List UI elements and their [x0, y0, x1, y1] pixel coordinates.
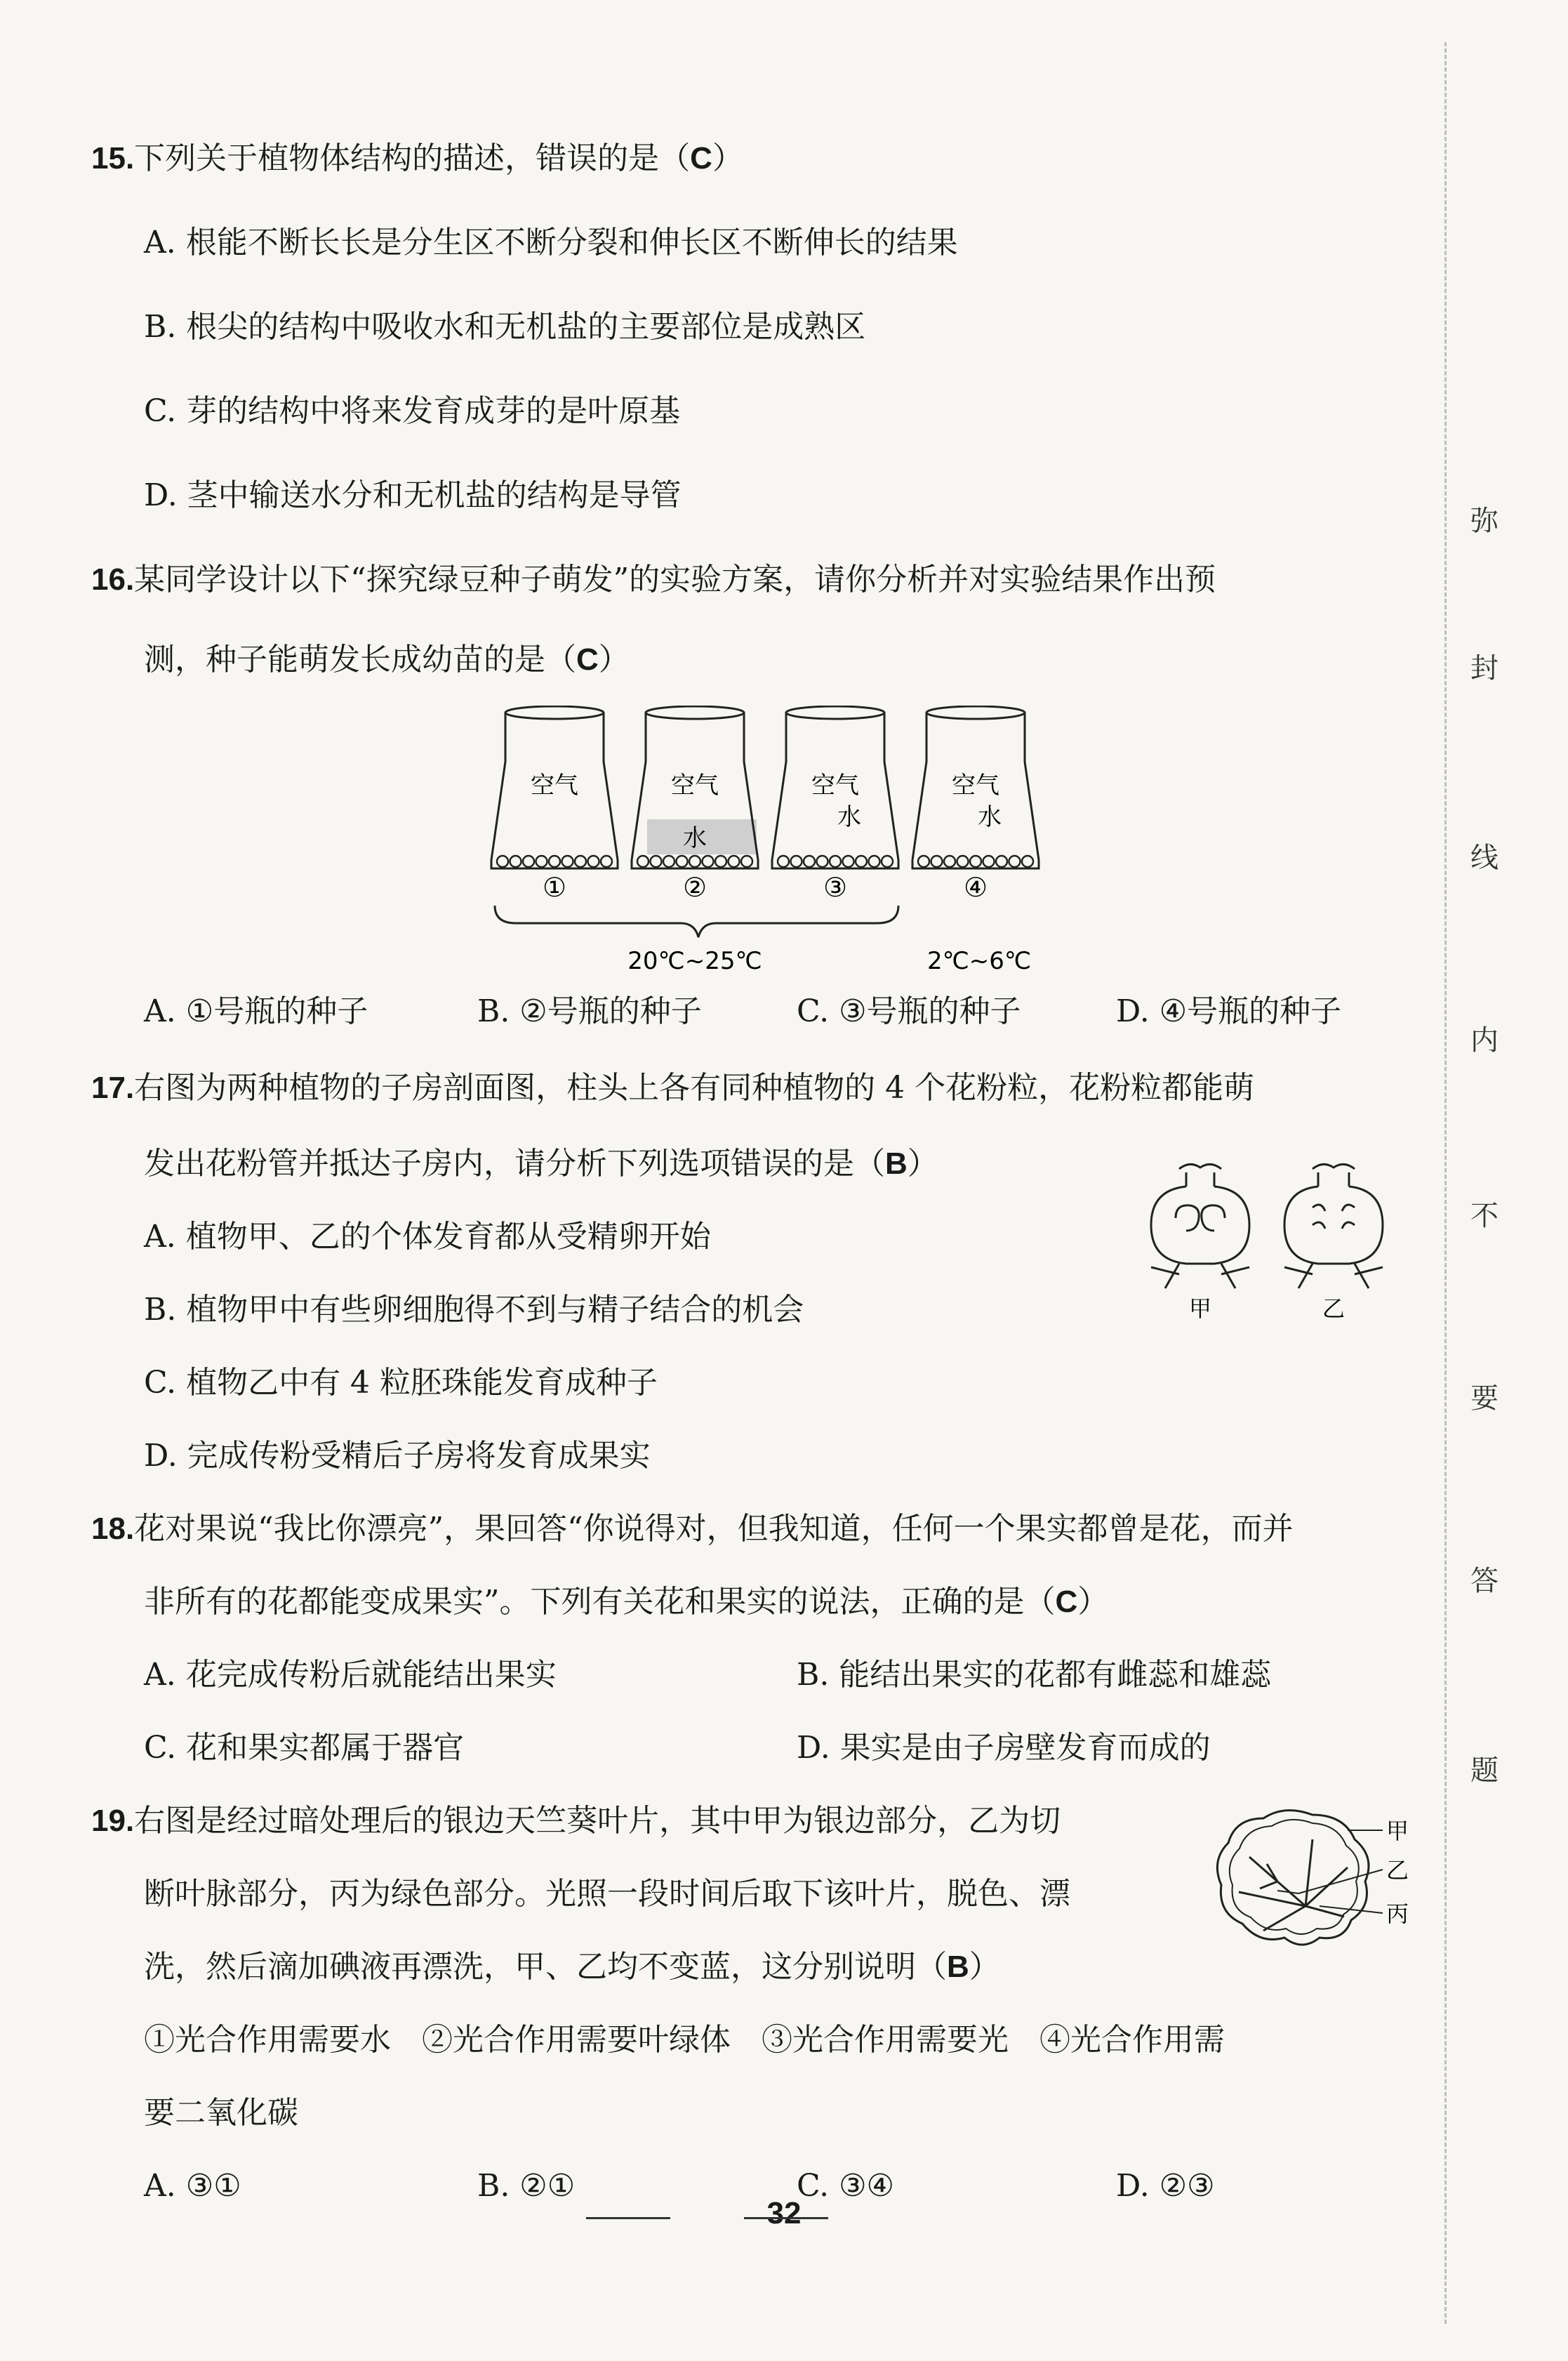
q16-stem-text1: 某同学设计以下“探究绿豆种子萌发”的实验方案，请你分析并对实验结果作出预: [134, 562, 1216, 597]
leaf-drawing: [1217, 1811, 1369, 1945]
q19-option-d: D. ②③: [1116, 2168, 1215, 2204]
q15-option-d: D. 茎中输送水分和无机盐的结构是导管: [144, 477, 682, 513]
q18-stem-line1: [91, 1508, 1294, 1550]
q15-stem-text: 下列关于植物体结构的描述，错误的是（: [134, 140, 691, 176]
q19-option-a: A. ③①: [144, 2168, 241, 2204]
seed: [817, 856, 828, 867]
seed: [778, 856, 789, 867]
q18-option-a: A. 花完成传粉后就能结出果实: [144, 1657, 557, 1693]
q15-option-b: B. 根尖的结构中吸收水和无机盐的主要部位是成熟区: [144, 309, 866, 345]
seed: [869, 856, 880, 867]
q17-option-c: C. 植物乙中有 4 粒胚珠能发育成种子: [144, 1365, 658, 1401]
seed: [549, 856, 560, 867]
q17-option-d: D. 完成传粉受精后子房将发育成果实: [144, 1438, 651, 1474]
seed: [575, 856, 586, 867]
flask-3-water-label: 水: [837, 803, 861, 831]
seed: [931, 856, 943, 867]
seed: [983, 856, 995, 867]
q19-statements-line2: 要二氧化碳: [144, 2095, 298, 2131]
q16-stem-text2: 测，种子能萌发长成幼苗的是（: [144, 642, 576, 677]
q17-stem-line1: [91, 1067, 1254, 1109]
q19-stem-text1: 右图是经过暗处理后的银边天竺葵叶片，其中甲为银边部分，乙为切: [134, 1803, 1061, 1839]
seal-char-5: 不: [1470, 1200, 1499, 1232]
q15-close: ）: [712, 140, 743, 176]
q17-number: 17.: [91, 1071, 135, 1105]
q17-option-a: A. 植物甲、乙的个体发育都从受精卵开始: [144, 1219, 711, 1255]
q19-stem-line3: [144, 1946, 1000, 1988]
seed: [1009, 856, 1021, 867]
q19-number: 19.: [91, 1804, 135, 1838]
seed: [957, 856, 969, 867]
q18-number: 18.: [91, 1512, 135, 1546]
q18-option-b: B. 能结出果实的花都有雌蕊和雄蕊: [797, 1657, 1272, 1693]
temperature-brace: [495, 906, 898, 937]
seed: [536, 856, 547, 867]
q19-answer: B: [947, 1950, 969, 1984]
ovary-label-yi: 乙: [1322, 1295, 1346, 1322]
q16-stem-line2: [144, 639, 630, 681]
q18-close: ）: [1077, 1584, 1109, 1620]
seed: [944, 856, 955, 867]
seed: [918, 856, 929, 867]
seed: [510, 856, 521, 867]
seal-char-3: 线: [1470, 842, 1499, 874]
q19-option-b: B. ②①: [477, 2168, 576, 2204]
seed: [729, 856, 740, 867]
flask-2-water-label: 水: [683, 824, 707, 852]
q15-number: 15.: [91, 141, 135, 176]
q19-stem-line2: [144, 1873, 1070, 1915]
seed: [970, 856, 981, 867]
flask-4-water-label: 水: [978, 803, 1002, 831]
seed: [856, 856, 867, 867]
flask-4-air-label: 空气: [952, 772, 999, 800]
seed: [523, 856, 534, 867]
seed: [637, 856, 649, 867]
seed: [677, 856, 688, 867]
seal-char-6: 要: [1470, 1382, 1499, 1415]
q15-option-a: A. 根能不断长长是分生区不断分裂和伸长区不断伸长的结果: [144, 225, 958, 260]
q18-stem-text1: 花对果说“我比你漂亮”，果回答“你说得对，但我知道，任何一个果实都曾是花，而并: [134, 1511, 1294, 1547]
seed: [791, 856, 802, 867]
seal-char-4: 内: [1470, 1024, 1499, 1057]
seed: [651, 856, 662, 867]
seed: [882, 856, 893, 867]
q16-option-b: B. ②号瓶的种子: [477, 993, 702, 1029]
seed: [843, 856, 854, 867]
q19-close: ）: [969, 1949, 1000, 1985]
seed: [703, 856, 714, 867]
seed: [741, 856, 752, 867]
footer-rule-right: [744, 2217, 828, 2219]
seal-dashed-line: [1444, 42, 1447, 2324]
leaf-label-yi: 乙: [1386, 1857, 1409, 1884]
seal-char-1: 弥: [1470, 505, 1499, 537]
seed: [689, 856, 700, 867]
leaf-label-jia: 甲: [1386, 1818, 1409, 1844]
q16-option-a: A. ①号瓶的种子: [144, 993, 368, 1029]
q16-stem-line1: [91, 559, 1216, 601]
q18-answer: C: [1055, 1585, 1078, 1619]
q16-flask-figure: [484, 706, 1046, 986]
flask-1-number: ①: [542, 872, 567, 903]
flask-3-air-label: 空气: [811, 772, 859, 800]
ovary-jia-drawing: [1151, 1164, 1249, 1288]
seed: [996, 856, 1007, 867]
seal-char-8: 题: [1470, 1754, 1499, 1787]
q15-answer: C: [690, 141, 712, 176]
seed: [588, 856, 599, 867]
seed: [715, 856, 726, 867]
flask-1-air-label: 空气: [531, 772, 578, 800]
flask-3-number: ③: [823, 872, 848, 903]
ovary-yi-drawing: [1284, 1164, 1383, 1288]
ovary-label-jia: 甲: [1188, 1295, 1212, 1322]
q18-option-c: C. 花和果实都属于器官: [144, 1730, 465, 1766]
seal-char-2: 封: [1470, 652, 1499, 685]
q19-statements-line1: ①光合作用需要水 ②光合作用需要叶绿体 ③光合作用需要光 ④光合作用需: [144, 2022, 1225, 2058]
q17-option-b: B. 植物甲中有些卵细胞得不到与精子结合的机会: [144, 1292, 804, 1328]
seed: [601, 856, 612, 867]
q19-stem-text3: 洗，然后滴加碘液再漂洗，甲、乙均不变蓝，这分别说明（: [144, 1949, 947, 1985]
page-number: 32: [766, 2196, 802, 2230]
flask-2-air-label: 空气: [671, 772, 719, 800]
q19-leaf-figure: [1207, 1801, 1418, 1962]
q19-stem-text2: 断叶脉部分，丙为绿色部分。光照一段时间后取下该叶片，脱色、漂: [144, 1876, 1070, 1912]
temp-single-label: 2℃~6℃: [926, 947, 1032, 975]
q17-close: ）: [907, 1146, 938, 1182]
q17-stem-text1: 右图为两种植物的子房剖面图，柱头上各有同种植物的 4 个花粉粒，花粉粒都能萌: [134, 1070, 1255, 1106]
q15-option-c: C. 芽的结构中将来发育成芽的是叶原基: [144, 393, 681, 429]
seed: [663, 856, 675, 867]
temp-group-label: 20℃~25℃: [627, 947, 762, 975]
seed: [497, 856, 508, 867]
q15-stem: [91, 138, 743, 180]
seal-char-7: 答: [1470, 1565, 1499, 1597]
q18-stem-text2: 非所有的花都能变成果实”。下列有关花和果实的说法，正确的是（: [144, 1584, 1056, 1620]
flask-2-number: ②: [682, 872, 707, 903]
flask-4-number: ④: [963, 872, 988, 903]
q19-option-c: C. ③④: [797, 2168, 894, 2204]
seed-rows: [497, 856, 1033, 867]
q16-answer: C: [576, 642, 599, 677]
leaf-label-bing: 丙: [1386, 1900, 1409, 1927]
q16-number: 16.: [91, 562, 135, 597]
seed: [830, 856, 841, 867]
q17-stem-line2: [144, 1143, 938, 1185]
q19-stem-line1: [91, 1800, 1061, 1842]
q16-close: ）: [598, 642, 630, 677]
q17-stem-text2: 发出花粉管并抵达子房内，请分析下列选项错误的是（: [144, 1146, 885, 1182]
q17-answer: B: [885, 1146, 908, 1181]
q18-stem-line2: [144, 1581, 1108, 1623]
seed: [804, 856, 815, 867]
q16-option-c: C. ③号瓶的种子: [797, 993, 1021, 1029]
seed: [1022, 856, 1033, 867]
q18-option-d: D. 果实是由子房壁发育而成的: [797, 1730, 1211, 1766]
q17-ovary-figure: [1137, 1148, 1418, 1323]
seed: [562, 856, 573, 867]
q16-option-d: D. ④号瓶的种子: [1116, 993, 1342, 1029]
